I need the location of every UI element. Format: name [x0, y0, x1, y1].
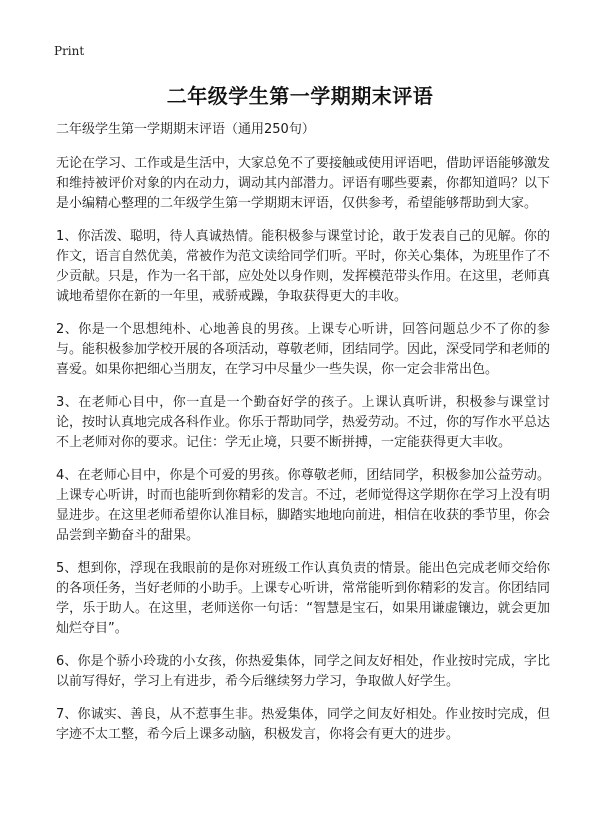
intro-paragraph: 无论在学习、工作或是生活中，大家总免不了要接触或使用评语吧，借助评语能够激发和维持被评价对象的内在动力，调动其内部潜力。评语有哪些要素，你都知道吗？以下是小编精心整理的二年级学生第一学期期末评语，仅供参考，希望能够帮助到大家。	[56, 156, 551, 211]
comment-paragraph-3: 3、在老师心目中，你一直是一个勤奋好学的孩子。上课认真听讲，积极参与课堂讨论，按时认真地完成各科作业。你乐于帮助同学，热爱劳动。不过，你的写作水平总达不上老师对你的要求。记住：学无止境，只要不断拼搏，一定能获得更大丰收。	[56, 395, 551, 450]
comment-paragraph-1: 1、你活泼、聪明，待人真诚热情。能积极参与课堂讨论，敢于发表自己的见解。你的作文，语言自然优美，常被作为范文读给同学们听。平时，你关心集体，为班里作了不少贡献。只是，作为一名干部，应处处以身作则，发挥模范带头作用。在这里，老师真诚地希望你在新的一年里，戒骄戒躁，争取获得更大的丰收。	[56, 229, 551, 304]
comment-paragraph-2: 2、你是一个思想纯朴、心地善良的男孩。上课专心听讲，回答问题总少不了你的参与。能积极参加学校开展的各项活动，尊敬老师，团结同学。因此，深受同学和老师的喜爱。如果你把细心当朋友，在学习中尽量少一些失误，你一定会非常出色。	[56, 322, 551, 377]
document-subtitle: 二年级学生第一学期期末评语（通用250句）	[56, 122, 315, 137]
document-body	[56, 120, 550, 758]
comment-paragraph-7: 7、你诚实、善良，从不惹事生非。热爱集体，同学之间友好相处。作业按时完成，但字迹不太工整，希今后上课多动脑，积极发言，你将会有更大的进步。	[56, 707, 550, 742]
page-title: 二年级学生第一学期期末评语	[166, 84, 434, 108]
print-link[interactable]: Print	[54, 44, 85, 58]
comment-paragraph-5: 5、想到你，浮现在我眼前的是你对班级工作认真负责的情景。能出色完成老师交给你的各项任务，当好老师的小助手。上课专心听讲，常常能听到你精彩的发言。你团结同学，乐于助人。在这里，老师送你一句话：“智慧是宝石，如果用谦虚镶边，就会更加灿烂夺目”。	[56, 561, 551, 636]
comment-paragraph-6: 6、你是个骄小玲珑的小女孩，你热爱集体，同学之间友好相处，作业按时完成，字比以前写得好，学习上有进步，希今后继续努力学习，争取做人好学生。	[56, 654, 550, 689]
comment-paragraph-4: 4、在老师心目中，你是个可爱的男孩。你尊敬老师，团结同学，积极参加公益劳动。上课专心听讲，时而也能听到你精彩的发言。不过，老师觉得这学期你在学习上没有明显进步。在这里老师希望你认准目标，脚踏实地地向前进，相信在收获的季节里，你会品尝到辛勤奋斗的甜果。	[56, 468, 551, 543]
